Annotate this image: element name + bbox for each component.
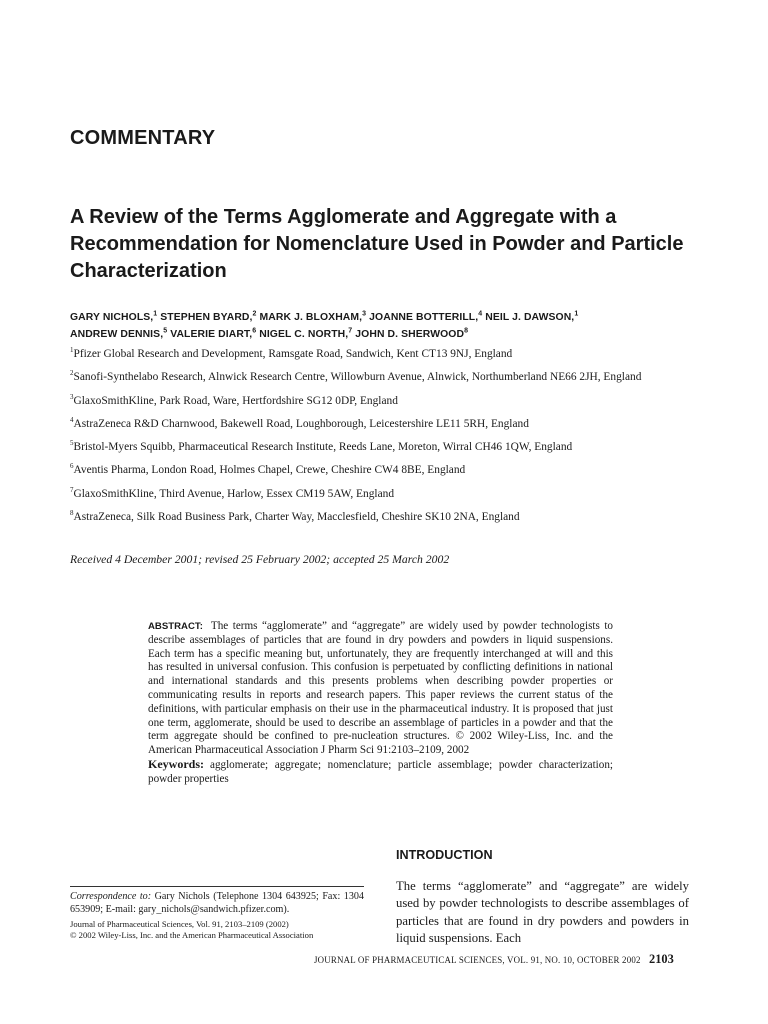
affiliation-text: Sanofi-Synthelabo Research, Alnwick Research Centre, Willowburn Avenue, Alnwick, Northumberland NE66 2JH, England: [73, 371, 642, 384]
author-affiliation-marker: 2: [252, 310, 257, 318]
affiliation-number: 1: [70, 346, 74, 355]
affiliation-number: 4: [70, 416, 74, 425]
author-name: ANDREW DENNIS,: [70, 329, 164, 340]
affiliation-number: 6: [70, 462, 74, 471]
author-name: MARK J. BLOXHAM,: [259, 312, 363, 323]
author-affiliation-marker: 1: [153, 310, 158, 318]
footnote-divider: [70, 886, 364, 887]
author-affiliation-marker: 7: [348, 327, 353, 335]
affiliation-item: [70, 486, 760, 509]
introduction-heading: INTRODUCTION: [396, 848, 493, 862]
author-affiliation-marker: 3: [362, 310, 367, 318]
affiliation-item: [70, 416, 760, 439]
section-label: COMMENTARY: [70, 127, 216, 149]
introduction-text: The terms “agglomerate” and “aggregate” are widely used by powder technologists to describe assemblages of particles that are found in dry powders and powders in liquid suspensions. Each: [396, 879, 689, 945]
keywords: [148, 758, 613, 787]
abstract-copyright: © 2002 Wiley-Liss, Inc. and the American Pharmaceutical Association J Pharm Sci 91:2103–2109, 2002: [148, 730, 613, 757]
page-number: 2103: [649, 952, 674, 966]
keywords-label: Keywords:: [148, 756, 204, 771]
author-affiliation-marker: 1: [574, 310, 579, 318]
affiliation-item: [70, 509, 760, 532]
author-name: GARY NICHOLS,: [70, 312, 154, 323]
affiliation-text: Pfizer Global Research and Development, Ramsgate Road, Sandwich, Kent CT13 9NJ, England: [73, 348, 513, 360]
journal-citation: Journal of Pharmaceutical Sciences, Vol. 91, 2103–2109 (2002): [70, 919, 289, 929]
affiliation-list: [70, 346, 760, 532]
abstract-text: The terms “agglomerate” and “aggregate” are widely used by powder technologists to describe assemblages of particles that are found in dry powders and powders in liquid suspensions. Each term has a specific meaning but, unfortunately, they are frequently interchanged at will and this has resulted in universal confusion. This confusion is perpetuated by conflicting definitions in national and international standards and this presents problems when describing powder properties or communicating results in reports and research papers. This paper reviews the current status of the definitions, with particular emphasis on their use in the pharmaceutical industry. It is proposed that just one term, agglomerate, should be used to describe an assemblage of particles in a powder and that the term aggregate should be confined to pre-nucleation structures.: [148, 620, 613, 743]
abstract-label: ABSTRACT:: [148, 621, 203, 632]
author-list: [70, 309, 710, 343]
affiliation-item: [70, 462, 760, 485]
author-affiliation-marker: 5: [163, 327, 168, 335]
affiliation-number: 3: [70, 392, 74, 401]
keywords-text: agglomerate; aggregate; nomenclature; particle assemblage; powder characterization; powder properties: [148, 758, 613, 785]
correspondence-text: Gary Nichols (Telephone 1304 643925; Fax: 1304 653909; E-mail: gary_nichols@sandwich.pfizer.com).: [70, 891, 364, 915]
author-affiliation-marker: 6: [252, 327, 257, 335]
affiliation-text: GlaxoSmithKline, Third Avenue, Harlow, Essex CM19 5AW, England: [73, 487, 395, 500]
affiliation-number: 8: [70, 509, 74, 518]
affiliation-item: [70, 393, 760, 416]
affiliation-text: AstraZeneca R&D Charnwood, Bakewell Road, Loughborough, Leicestershire LE11 5RH, England: [73, 417, 529, 430]
author-affiliation-marker: 8: [464, 327, 469, 335]
affiliation-text: Bristol-Myers Squibb, Pharmaceutical Research Institute, Reeds Lane, Moreton, Wirral CH46 1QW, England: [73, 441, 573, 454]
journal-info: [70, 919, 370, 941]
affiliation-item: [70, 439, 760, 462]
affiliation-item: [70, 346, 760, 369]
journal-copyright: © 2002 Wiley-Liss, Inc. and the American Pharmaceutical Association: [70, 930, 314, 941]
running-footer: JOURNAL OF PHARMACEUTICAL SCIENCES, VOL. 91, NO. 10, OCTOBER 2002: [314, 955, 641, 965]
correspondence-label: Correspondence to:: [70, 891, 152, 902]
abstract-body: [148, 620, 613, 758]
affiliation-item: [70, 369, 760, 392]
abstract: [148, 620, 613, 787]
affiliation-text: Aventis Pharma, London Road, Holmes Chapel, Crewe, Cheshire CW4 8BE, England: [73, 464, 466, 477]
author-name: STEPHEN BYARD,: [160, 312, 253, 323]
author-name: JOANNE BOTTERILL,: [369, 312, 479, 323]
author-name: NEIL J. DAWSON,: [485, 312, 575, 323]
author-affiliation-marker: 4: [478, 310, 483, 318]
affiliation-number: 7: [70, 485, 74, 494]
affiliation-number: 2: [70, 369, 74, 378]
affiliation-text: GlaxoSmithKline, Park Road, Ware, Hertfordshire SG12 0DP, England: [73, 394, 398, 407]
article-title: A Review of the Terms Agglomerate and Aggregate with a Recommendation for Nomenclature Used in Powder and Particle Characterization: [70, 206, 684, 282]
author-name: NIGEL C. NORTH,: [259, 329, 349, 340]
affiliation-text: AstraZeneca, Silk Road Business Park, Charter Way, Macclesfield, Cheshire SK10 2NA, England: [73, 511, 520, 524]
correspondence-footnote: [70, 891, 364, 916]
author-name: JOHN D. SHERWOOD: [355, 329, 465, 340]
article-dates: Received 4 December 2001; revised 25 February 2002; accepted 25 March 2002: [70, 553, 450, 566]
author-name: VALERIE DIART,: [170, 329, 253, 340]
affiliation-number: 5: [70, 439, 74, 448]
